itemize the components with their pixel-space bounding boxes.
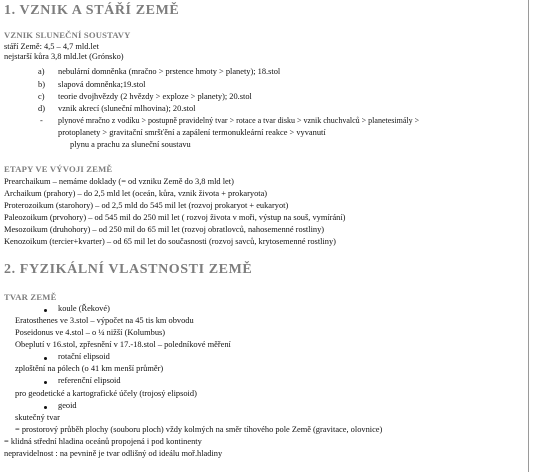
text-line: nepravidelnost : na pevnině je tvar odlišný od ideálu moř.hladiny [4,449,223,458]
text-line: pro geodetické a kartografické účely (trojosý elipsoid) [15,389,197,398]
text-line: skutečný tvar [15,413,60,422]
era-line: Paleozoikum (prvohory) – od 545 mil do 250 mil let ( rozvoj života v moři, výstup na souš, vymírání) [4,213,346,222]
section-2-heading: 2. FYZIKÁLNÍ VLASTNOSTI ZEMĚ [4,262,253,277]
text-line: Obeplutí v 16.stol, zpřesnění v 17.-18.stol – poledníkové měření [15,340,231,349]
text-line: Eratosthenes ve 3.stol – výpočet na 45 tis km obvodu [15,316,194,325]
list-marker: - [40,116,43,125]
list-marker: a) [38,67,45,76]
list-item: teorie dvojhvězdy (2 hvězdy > exploze > planety); 20.stol [58,92,252,101]
list-marker: b) [38,80,45,89]
section-1-heading: 1. VZNIK A STÁŘÍ ZEMĚ [4,3,180,18]
list-item-continuation: plynu a prachu za sluneční soustavu [70,140,191,149]
list-item-continuation: protoplanety > gravitační smršťění a zapálení termonukleární reakce > vyvanutí [58,128,326,137]
text-line: Poseidonus ve 4.stol – o ¼ nižší (Kolumbus) [15,328,166,337]
text-line: stáří Země: 4,5 – 4,7 mld.let [4,42,99,51]
subsection-heading-eras: ETAPY VE VÝVOJI ZEMĚ [4,164,113,174]
list-marker: d) [38,104,45,113]
text-line: nejstarší kůra 3,8 mld.let (Grónsko) [4,52,124,61]
era-line: Archaikum (prahory) – do 2,5 mld let (oceán, kůra, vznik života + prokaryota) [4,189,268,198]
bullet-item: referenční elipsoid [58,376,121,385]
bullet-icon [44,309,47,312]
bullet-icon [44,381,47,384]
subsection-heading-solar-system: VZNIK SLUNEČNÍ SOUSTAVY [4,30,131,40]
bullet-item: koule (Řekové) [58,304,110,313]
bullet-icon [44,406,47,409]
list-item: slapová domněnka;19.stol [58,80,146,89]
subsection-heading-shape: TVAR ZEMĚ [4,292,57,302]
era-line: Proterozoikum (starohory) – od 2,5 mld do 545 mil let (rozvoj prokaryot + eukaryot) [4,201,289,210]
list-marker: c) [38,92,45,101]
list-item: vznik akrecí (sluneční mlhovina); 20.stol [58,104,196,113]
bullet-item: rotační elipsoid [58,352,110,361]
text-line: = klidná střední hladina oceánů propojená i pod kontinenty [4,437,202,446]
bullet-icon [44,357,47,360]
era-line: Mesozoikum (druhohory) – od 250 mil do 65 mil let (rozvoj obratlovců, nahosemenné rostliny) [4,225,325,234]
list-item: nebulární domněnka (mračno > prstence hmoty > planety); 18.stol [58,67,281,76]
text-line: zploštění na pólech (o 41 km menší průměr) [15,364,164,373]
list-item: plynové mračno z vodíku > postupně pravidelný tvar > rotace a tvar disku > vznik chuchvalců > planetesimály > [58,116,420,125]
bullet-item: geoid [58,401,77,410]
era-line: Kenozoikum (tercier+kvarter) – od 65 mil let do současnosti (rozvoj savců, krytosemenné rostliny) [4,237,336,246]
page-margin-line [528,0,529,472]
text-line: = prostorový průběh plochy (souboru ploch) vždy kolmých na směr tíhového pole Země (gravitace, olovnice) [15,425,383,434]
era-line: Prearchaikum – nemáme doklady (= od vzniku Země do 3,8 mld let) [4,177,234,186]
